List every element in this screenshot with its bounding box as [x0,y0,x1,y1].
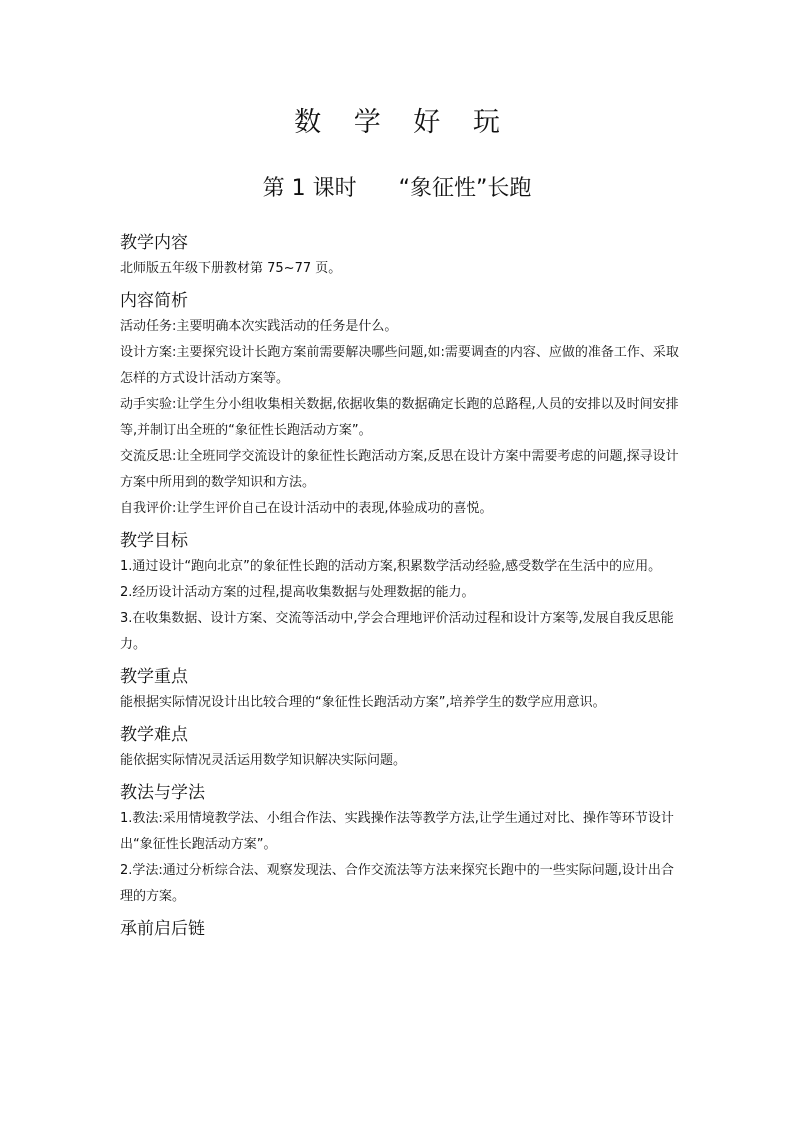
paragraph: 2.经历设计活动方案的过程,提高收集数据与处理数据的能力。 [120,585,475,600]
document-body [120,232,680,940]
paragraph: 3.在收集数据、设计方案、交流等活动中,学会合理地评价活动过程和设计方案等,发展自我反思能力。 [120,611,674,652]
section-heading-content-analysis: 内容简析 [120,291,188,311]
paragraph: 自我评价:让学生评价自己在设计活动中的表现,体验成功的喜悦。 [120,501,493,516]
paragraph: 1.通过设计“跑向北京”的象征性长跑的活动方案,积累数学活动经验,感受数学在生活中的应用。 [120,559,662,574]
paragraph: 动手实验:让学生分小组收集相关数据,依据收集的数据确定长跑的总路程,人员的安排以及时间安排等,并制订出全班的“象征性长跑活动方案”。 [120,397,679,438]
paragraph: 1.教法:采用情境教学法、小组合作法、实践操作法等教学方法,让学生通过对比、操作等环节设计出“象征性长跑活动方案”。 [120,811,674,852]
lesson-subtitle [0,171,794,202]
paragraph: 交流反思:让全班同学交流设计的象征性长跑活动方案,反思在设计方案中需要考虑的问题,探寻设计方案中所用到的数学知识和方法。 [120,449,679,490]
paragraph: 设计方案:主要探究设计长跑方案前需要解决哪些问题,如:需要调查的内容、应做的准备工作、采取怎样的方式设计活动方案等。 [120,345,679,386]
section-heading-link-chain: 承前启后链 [120,919,205,939]
section-heading-teaching-goals: 教学目标 [120,531,188,551]
lesson-number: 第 1 课时 [262,176,357,201]
section-heading-teaching-content: 教学内容 [120,233,188,253]
section-heading-key-points: 教学重点 [120,667,188,687]
section-heading-methods: 教法与学法 [120,783,205,803]
paragraph: 2.学法:通过分析综合法、观察发现法、合作交流法等方法来探究长跑中的一些实际问题,设计出合理的方案。 [120,863,674,904]
lesson-topic: “象征性”长跑 [398,176,532,201]
paragraph: 活动任务:主要明确本次实践活动的任务是什么。 [120,319,398,334]
document-title: 数 学 好 玩 [294,107,512,138]
paragraph: 北师版五年级下册教材第 75~77 页。 [120,261,342,276]
paragraph: 能依据实际情况灵活运用数学知识解决实际问题。 [120,753,407,768]
section-heading-difficulties: 教学难点 [120,725,188,745]
paragraph: 能根据实际情况设计出比较合理的“象征性长跑活动方案”,培养学生的数学应用意识。 [120,695,606,710]
